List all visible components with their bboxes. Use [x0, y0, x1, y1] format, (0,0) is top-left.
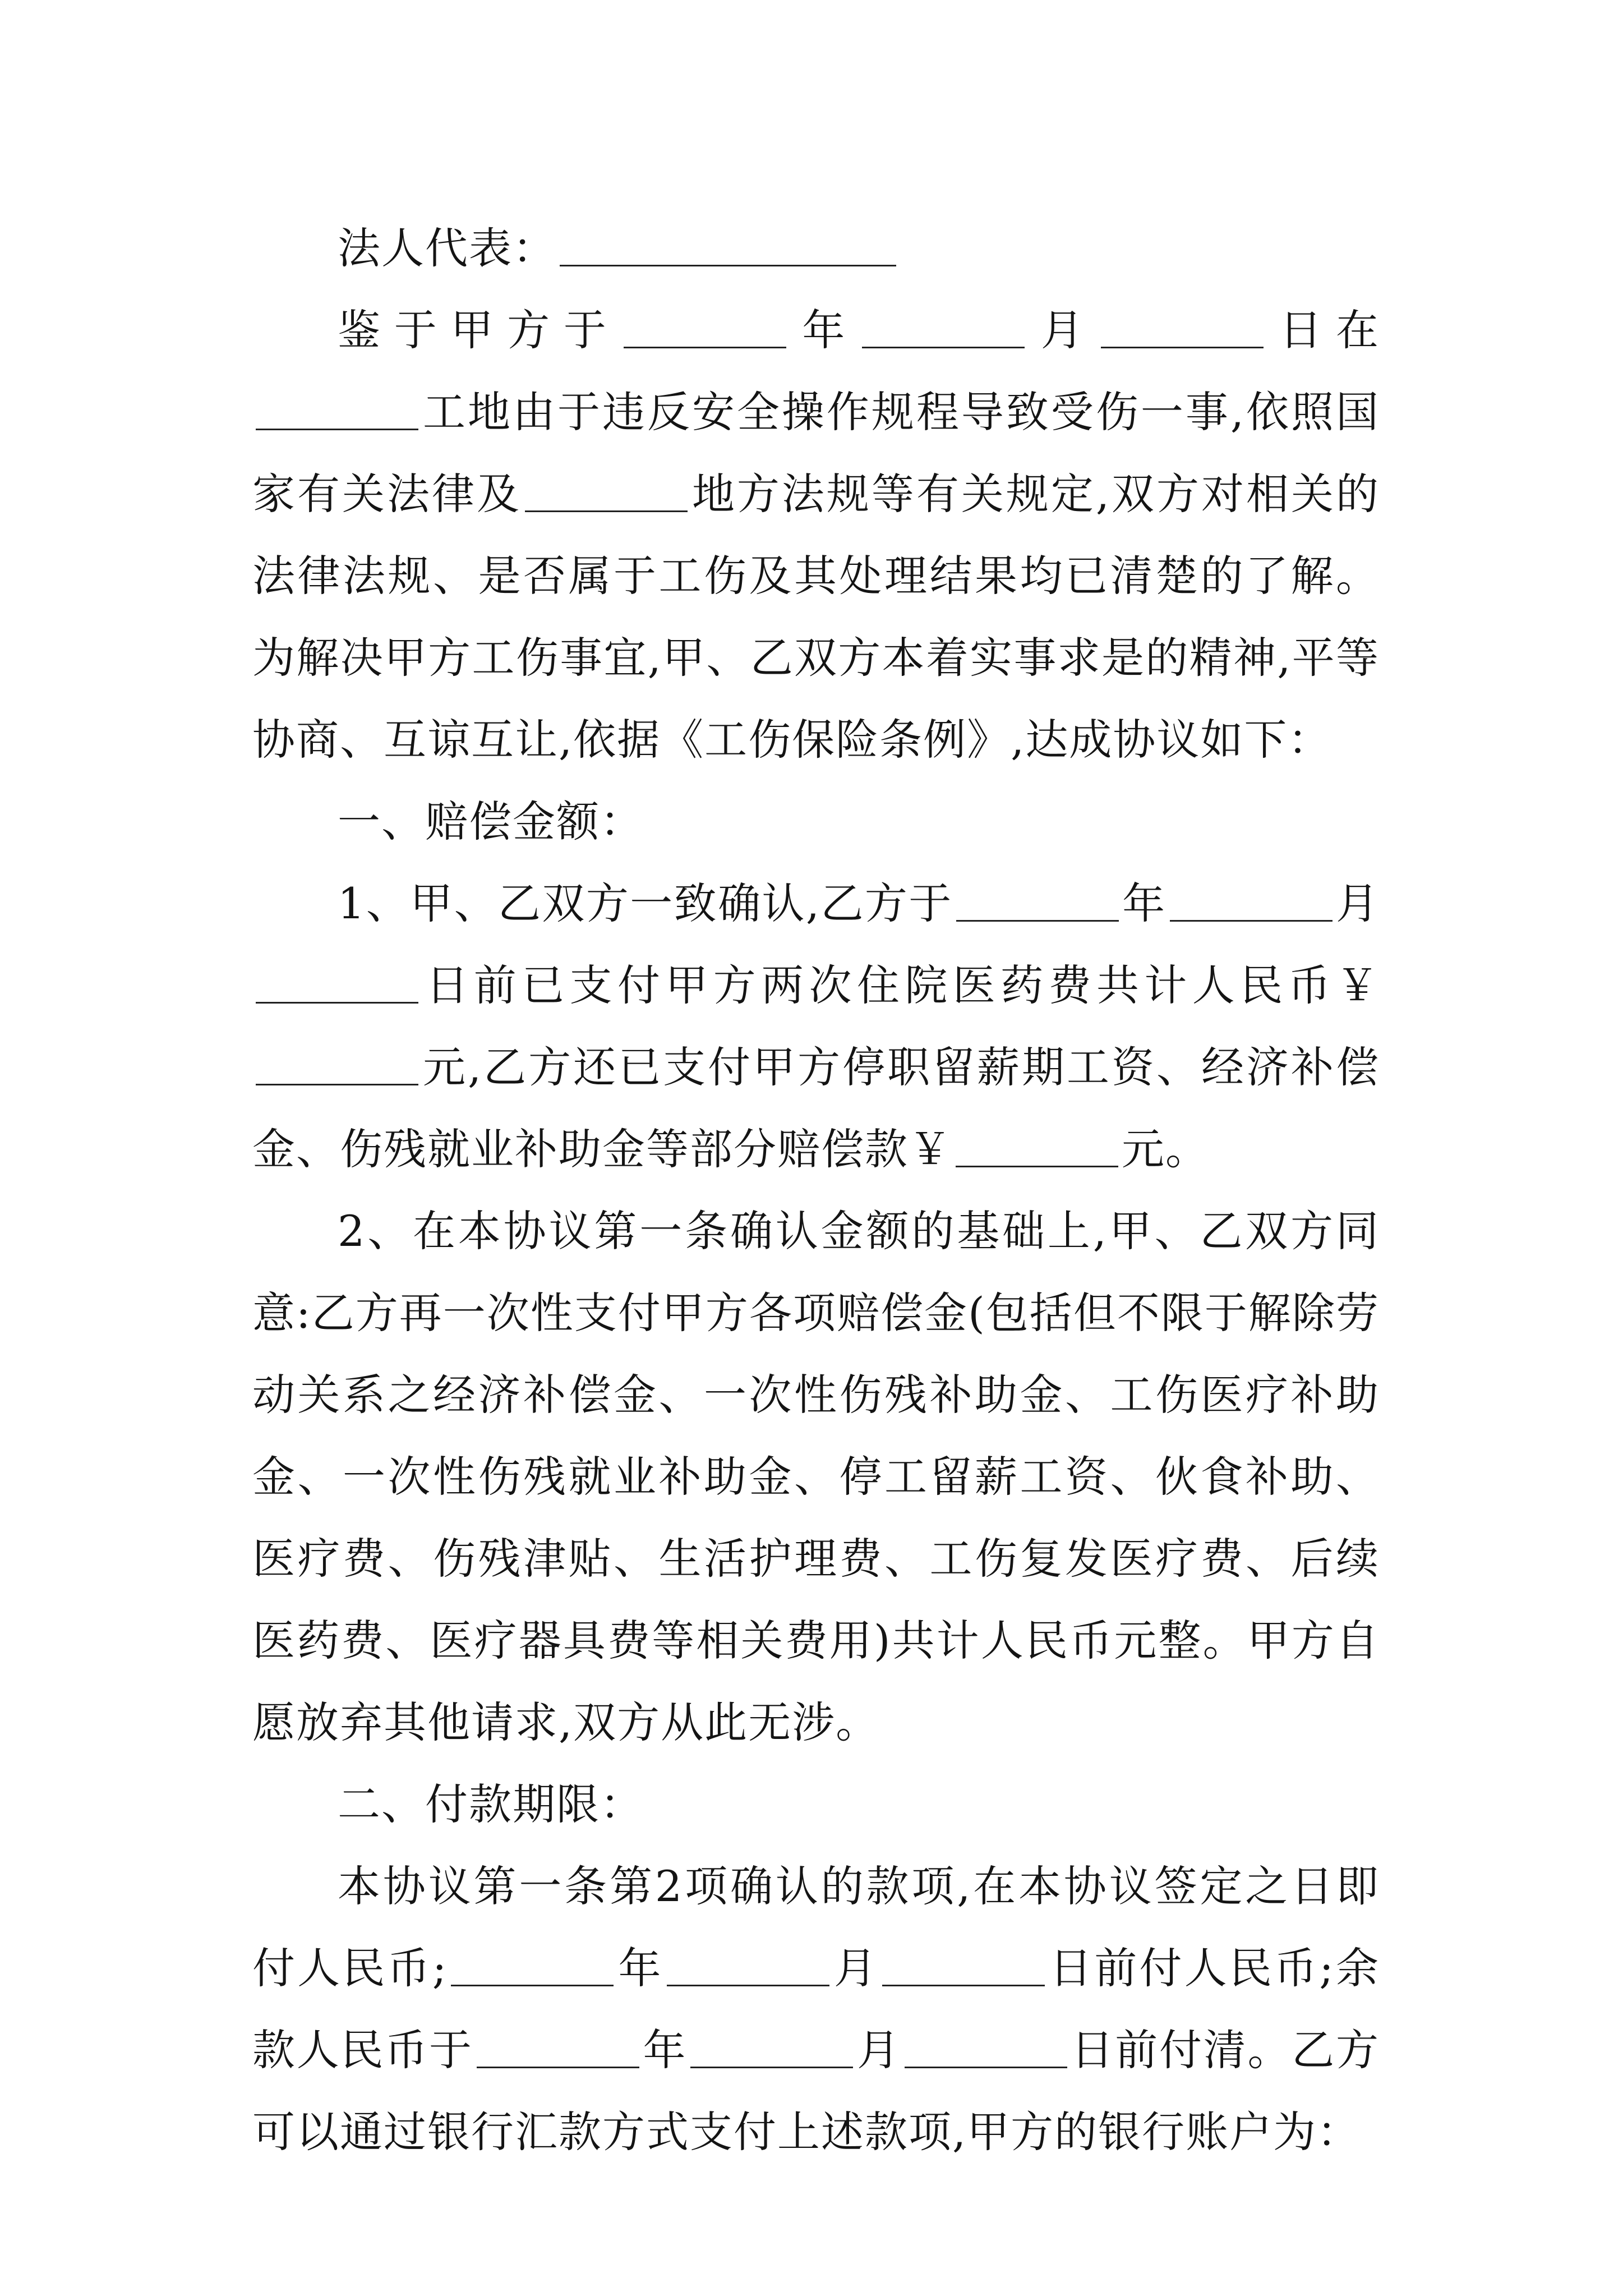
preamble-text-5: 工地由于违反安全操作规程导致受伤一事,依照国家有关法律及	[252, 387, 1380, 519]
item1-text-5: 元,乙方还已支付甲方停职留薪期工资、经济补偿金、伤残就业补助金等部分赔偿款￥	[252, 1042, 1380, 1174]
payment-text-3: 月	[832, 1943, 879, 1993]
payment-day-blank-2	[905, 2033, 1067, 2068]
legal-representative-line	[252, 208, 1380, 289]
item1-text-3: 月	[1335, 878, 1380, 928]
injury-day-blank	[1101, 313, 1264, 348]
legal-representative-label: 法人代表：	[338, 223, 556, 273]
item1-text-6: 元。	[1122, 1124, 1209, 1174]
item1-text-2: 年	[1122, 878, 1166, 928]
preamble-text-4: 日在	[1266, 305, 1380, 355]
partial-compensation-blank	[956, 1132, 1118, 1167]
preamble-text-2: 年	[789, 305, 859, 355]
payment-month-blank-2	[690, 2033, 853, 2068]
paid-month-blank	[1170, 886, 1332, 922]
compensation-item-2: 2、在本协议第一条确认金额的基础上,甲、乙双方同意:乙方再一次性支付甲方各项赔偿金(包括但不限于解除劳动关系之经济补偿金、一次性伤残补助金、工伤医疗补助金、一次性伤残就业补助金、停工留薪工资、伙食补助、医疗费、伤残津贴、生活护理费、工伤复发医疗费、后续医药费、医疗器具费等相关费用)共计人民币元整。甲方自愿放弃其他请求,双方从此无涉。	[252, 1206, 1380, 1747]
section-2-heading: 二、付款期限：	[338, 1779, 644, 1829]
payment-year-blank-2	[477, 2033, 639, 2068]
region-blank	[525, 477, 688, 512]
payment-text-4: 日前付人民币;余款人民币于	[252, 1943, 1380, 2075]
payment-text-6: 月	[856, 2025, 901, 2075]
compensation-item-1	[252, 863, 1380, 1190]
preamble-paragraph	[252, 289, 1380, 781]
item1-text-4: 日前已支付甲方两次住院医药费共计人民币￥	[422, 960, 1380, 1010]
payment-month-blank-1	[667, 1951, 829, 1986]
preamble-text-3: 月	[1028, 305, 1098, 355]
payment-text-2: 年	[617, 1943, 663, 1993]
payment-terms-paragraph	[252, 1846, 1380, 2173]
payment-year-blank-1	[451, 1951, 614, 1986]
paid-day-blank	[256, 968, 418, 1004]
document-body	[252, 208, 1380, 2173]
legal-representative-blank	[560, 231, 896, 266]
item1-text-1: 1、甲、乙双方一致确认,乙方于	[338, 878, 953, 928]
payment-text-1: 本协议第一条第2项确认的款项,在本协议签定之日即付人民币;	[252, 1861, 1380, 1993]
worksite-blank	[256, 395, 418, 430]
payment-day-blank-1	[882, 1951, 1045, 1986]
medical-amount-blank	[256, 1050, 418, 1085]
preamble-text-1: 鉴于甲方于	[338, 305, 620, 355]
injury-month-blank	[862, 313, 1025, 348]
payment-text-7: 日前付清。乙方可以通过银行汇款方式支付上述款项,甲方的银行账户为：	[252, 2025, 1380, 2157]
payment-text-5: 年	[642, 2025, 688, 2075]
paid-year-blank	[956, 886, 1119, 922]
section-1-heading: 一、赔偿金额：	[338, 797, 644, 846]
injury-year-blank	[624, 313, 786, 348]
preamble-text-6: 地方法规等有关规定,双方对相关的法律法规、是否属于工伤及其处理结果均已清楚的了解。为解决甲方工伤事宜,甲、乙双方本着实事求是的精神,平等协商、互谅互让,依据《工伤保险条例》,达成协议如下：	[252, 469, 1380, 765]
